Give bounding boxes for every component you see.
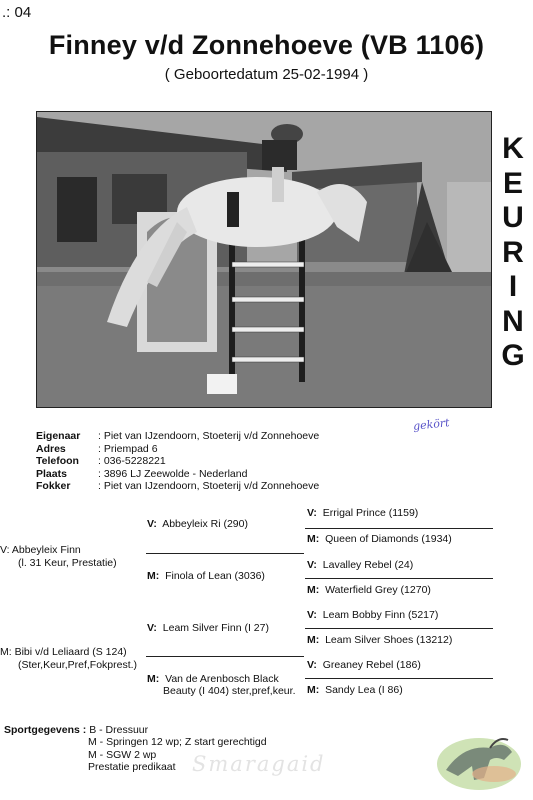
keuring-letter: I	[508, 270, 518, 303]
sire-name: Abbeyleix Finn	[11, 544, 81, 556]
prefix: M:	[307, 584, 320, 596]
info-row-owner	[36, 430, 319, 443]
great-grandparent-7	[307, 659, 421, 672]
prefix: V:	[307, 659, 317, 671]
info-value: : Piet van IJzendoorn, Stoeterij v/d Zonnehoeve	[98, 480, 320, 493]
great-grandparent-name: Waterfield Grey (1270)	[325, 584, 431, 596]
dam-details: (Ster,Keur,Pref,Fokprest.)	[18, 659, 138, 671]
keuring-letter: U	[502, 201, 524, 234]
sport-line: B - Dressuur	[89, 724, 149, 736]
great-grandparent-name: Leam Bobby Finn (5217)	[322, 609, 439, 621]
sport-line: M - SGW 2 wp	[88, 748, 157, 761]
grandparent-4	[147, 673, 279, 686]
prefix: M:	[0, 646, 12, 658]
page-title: Finney v/d Zonnehoeve (VB 1106)	[48, 30, 485, 60]
grandparent-4-line2: Beauty (I 404) ster,pref,keur.	[163, 685, 296, 697]
info-label: Fokker	[36, 480, 71, 493]
great-grandparent-name: Greaney Rebel (186)	[322, 659, 421, 671]
great-grandparent-name: Queen of Diamonds (1934)	[325, 533, 452, 545]
info-value: : Piet van IJzendoorn, Stoeterij v/d Zonnehoeve	[98, 430, 320, 442]
prefix: V:	[307, 507, 317, 519]
info-label: Eigenaar	[36, 430, 81, 442]
owner-info	[36, 430, 319, 493]
great-grandparent-name: Sandy Lea (I 86)	[325, 684, 403, 696]
info-label: Adres	[36, 442, 66, 455]
keuring-letter: K	[502, 132, 524, 165]
divider	[146, 553, 304, 554]
prefix: M:	[307, 684, 320, 696]
grandparent-name: Finola of Lean (3036)	[165, 570, 265, 582]
grandparent-2	[147, 570, 265, 583]
keuring-letter: E	[502, 166, 523, 200]
great-grandparent-name: Lavalley Rebel (24)	[322, 559, 414, 571]
horse-logo-icon	[434, 730, 524, 792]
info-label: Telefoon	[36, 455, 79, 468]
info-row-place	[36, 468, 319, 481]
pedigree-dam	[0, 646, 127, 659]
grandparent-1	[147, 518, 248, 531]
birthdate-subtitle: ( Geboortedatum 25-02-1994 )	[164, 66, 369, 83]
info-row-phone	[36, 455, 319, 468]
great-grandparent-3	[307, 559, 413, 572]
great-grandparent-5	[307, 609, 438, 622]
great-grandparent-1	[307, 507, 418, 520]
great-grandparent-2	[307, 533, 452, 546]
horse-jumping-photo	[36, 111, 492, 408]
great-grandparent-6	[307, 634, 452, 647]
divider	[305, 678, 493, 679]
great-grandparent-name: Leam Silver Shoes (13212)	[325, 634, 453, 646]
watermark: Smaragaid	[192, 752, 326, 776]
grandparent-name: Leam Silver Finn (I 27)	[162, 622, 269, 634]
keuring-label	[498, 132, 528, 374]
keuring-letter: N	[502, 304, 524, 338]
handwritten-note: gekört	[412, 416, 451, 433]
prefix: M:	[307, 634, 320, 646]
divider	[146, 656, 304, 657]
sire-details: (l. 31 Keur, Prestatie)	[18, 557, 117, 569]
keuring-letter: R	[502, 235, 524, 269]
info-value: : 036-5228221	[98, 455, 166, 468]
prefix: V:	[307, 609, 317, 621]
divider	[305, 628, 493, 629]
great-grandparent-4	[307, 584, 431, 597]
info-value: : Priempad 6	[98, 442, 158, 455]
prefix: V:	[0, 544, 10, 556]
divider	[305, 528, 493, 529]
keuring-letter: G	[501, 339, 525, 372]
pedigree-sire	[0, 544, 81, 557]
grandparent-name: Abbeyleix Ri (290)	[162, 518, 248, 530]
divider	[305, 578, 493, 579]
prefix: V:	[147, 622, 157, 634]
info-row-address	[36, 443, 319, 456]
catalog-number: .: 04	[2, 4, 32, 21]
prefix: V:	[147, 518, 157, 530]
great-grandparent-name: Errigal Prince (1159)	[322, 507, 419, 519]
grandparent-3	[147, 622, 269, 635]
prefix: M:	[147, 673, 160, 685]
prefix: M:	[307, 533, 320, 545]
info-label: Plaats	[36, 467, 67, 480]
sport-heading: Sportgegevens :	[4, 724, 87, 736]
sport-line: Prestatie predikaat	[88, 761, 176, 774]
prefix: V:	[307, 559, 317, 571]
info-row-breeder	[36, 480, 319, 493]
dam-name: Bibi v/d Leliaard (S 124)	[14, 646, 127, 658]
info-value: : 3896 LJ Zeewolde - Nederland	[98, 467, 248, 480]
great-grandparent-8	[307, 684, 403, 697]
prefix: M:	[147, 570, 160, 582]
grandparent-name: Van de Arenbosch Black	[165, 673, 279, 685]
sport-line: M - Springen 12 wp; Z start gerechtigd	[88, 736, 267, 749]
photo-illustration	[37, 112, 491, 407]
